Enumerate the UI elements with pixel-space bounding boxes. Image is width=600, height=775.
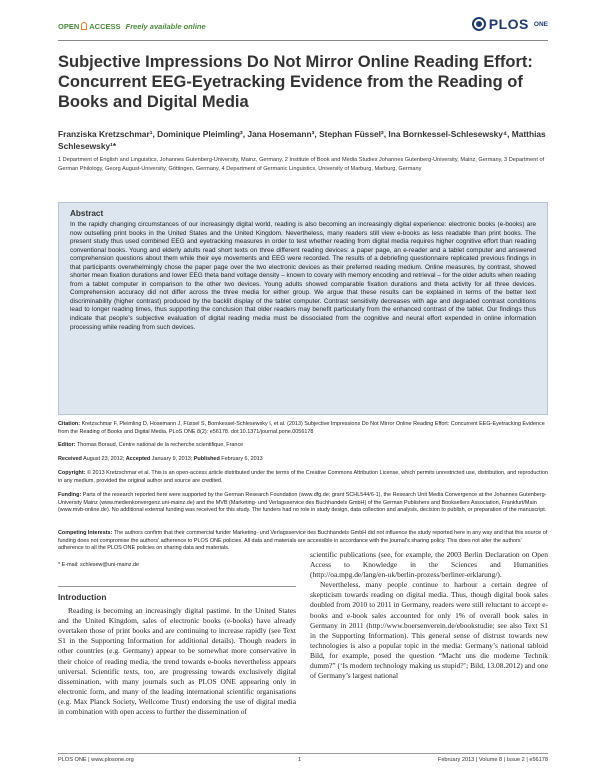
plos-one-logo: PLOS ONE — [472, 16, 548, 32]
footer-journal: PLOS ONE | www.plosone.org — [58, 757, 134, 763]
copyright: Copyright: © 2013 Kretzschmar et al. This is an open-access article distributed under the terms of the Creative Commons Attribution License, which permits unrestricted use, distribution, and reproduction in any medium, provided the original author and source are credited. — [58, 470, 548, 484]
plos-logo-icon — [472, 17, 486, 31]
article-title: Subjective Impressions Do Not Mirror Online Reading Effort: Concurrent EEG-Eyetracking Evidence from the Reading of Books and Digital Media — [58, 53, 533, 111]
open-lock-icon — [81, 22, 87, 30]
open-access-badge: OPEN ACCESS Freely available online — [58, 22, 206, 31]
left-column-divider — [58, 586, 296, 587]
footer-divider — [58, 753, 548, 754]
paragraph: Nevertheless, many people continue to harbour a certain degree of skepticism towards reading on digital media. Thus, though digital book sales doubled from 2010 to 2011 in Germany, readers were still reluctant to accept e-books and e-book sales accounted for only 1% of overall book sales in Germany in 2011 (http://www.boersenverein.de/ebookstudie; see also Text S1 in the Supporting Information). This general sense of distrust towards new technologies is also a popular topic in the media: Germany’s national tabloid Bild, for example, posed the question “Macht uns die moderne Technik dumm?” (‘Is modern technology making us stupid?’; Bild, 13.08.2012) and one of Germany’s largest national — [310, 580, 548, 681]
competing-interests: Competing Interests: The authors confirm that their commercial funder Marketing- und Verlagsservice des Buchhandels GmbH did not influence the study reported here in any way and that this source of funding does not compromise the authors’ adherence to PLOS ONE policies. All data and materials are accessible in accordance with the journal’s sharing policy. This does not alter the authors’ adherence to all the PLOS ONE policies on sharing data and materials. — [58, 530, 548, 552]
paragraph: scientific publications (see, for example, the 2003 Berlin Declaration on Open Access to Knowledge in the Sciences and Humanities (http://oa.mpg.de/lang/en-uk/berlin-prozess/berliner-erklarung/). — [310, 550, 548, 580]
abstract-heading: Abstract — [70, 209, 104, 218]
funding: Funding: Parts of the research reported here were supported by the German Research Foundation (www.dfg.de; grant SCHL544/6-1), the Research Unit Media Convergence at the Johannes Gutenberg-University Mainz (www.medienkonvergenz.uni-mainz.de) and the MVB (Marketing- und Verlagsservice des Buchhandels GmbH) of the German Publishers and Booksellers Association, Frankfurt/Main (www.mvb-online.de). No additional external funding was received for this study. The funders had no role in study design, data collection and analysis, decision to publish, or preparation of the manuscript. — [58, 492, 547, 514]
author-list: Franziska Kretzschmar¹, Dominique Pleimling², Jana Hosemann³, Stephan Füssel², Ina Bornkessel-Schlesewsky⁴, Matthias Schlesewsky¹* — [58, 129, 546, 151]
affiliations: 1 Department of English and Linguistics, Johannes Gutenberg-University, Mainz, Germany, 2 Institute of Book and Media Studies Johannes Gutenberg-University, Mainz, Germany, 3 Department of German Philology, Georg August-University, Göttingen, Germany, 4 Department of Germanic Linguistics, University of Marburg, Marburg, Germany — [58, 157, 545, 172]
footer-issue: February 2013 | Volume 8 | Issue 2 | e56178 — [437, 757, 548, 763]
abstract-box — [58, 202, 548, 415]
journal-header — [58, 12, 548, 38]
abstract-text: In the rapidly changing circumstances of our increasingly digital world, reading is also becoming an increasingly digital experience: electronic books (e-books) are now outselling print books in the United States and the United Kingdom. Nevertheless, many readers still view e-books as less readable than print books. The present study thus used combined EEG and eyetracking measures in order to test whether reading from digital media requires higher cognitive effort than reading conventional books. Young and elderly adults read short texts on three different reading devices: a paper page, an e-reader and a tablet computer and answered comprehension questions about them while their eye movements and EEG were recorded. The results of a debriefing questionnaire replicated previous findings in that participants overwhelmingly chose the paper page over the two electronic devices as their preferred reading medium. Online measures, by contrast, showed shorter mean fixation durations and lower EEG theta band voltage density – known to covary with memory encoding and retrieval – for the older adults when reading from a tablet computer in comparison to the other two devices. Young adults showed comparable fixation durations and theta activity for all three devices. Comprehension accuracy did not differ across the three media for either group. We argue that these results can be explained in terms of the better text discriminability (higher contrast) produced by the backlit display of the tablet computer. Contrast sensitivity decreases with age and degraded contrast conditions lead to longer reading times, thus supporting the conclusion that older readers may benefit particularly from the enhanced contrast of the tablet. Our findings thus indicate that people’s subjective evaluation of digital reading media must be dissociated from the cognitive and neural effort expended in online information processing while reading from such devices. — [70, 221, 536, 331]
introduction-right-column — [310, 550, 548, 681]
freely-available-label: Freely available online — [125, 22, 206, 31]
paragraph: Reading is becoming an increasingly digital pastime. In the United States and the United Kingdom, sales of electronic books (e-books) have already overtaken those of print books and are continuing to increase rapidly (see Text S1 in the Supporting Information for additional details). Though readers in other countries (e.g. Germany) appear to be somewhat more conservative in their choice of reading media, the trend towards e-books nevertheless appears universal. Scientific texts, too, are progressing towards exclusively digital dissemination, with many journals such as PLOS ONE appearing only in electronic form, and many of the leading international scientific organisations (e.g. Max Planck Society, Wellcome Trust) endorsing the use of digital media in combination with open access to further the dissemination of — [58, 606, 296, 717]
citation: Citation: Kretzschmar F, Pleimling D, Hosemann J, Füssel S, Bornkessel-Schlesewsky I, et al. (2013) Subjective Impressions Do Not Mirror Online Reading Effort: Concurrent EEG-Eyetracking Evidence from the Reading of Books and Digital Media. PLoS ONE 8(2): e56178. doi:10.1371/journal.pone.0056178 — [58, 421, 545, 435]
page-number: 1 — [298, 757, 302, 763]
header-divider — [58, 40, 548, 41]
editor: Editor: Thomas Boraud, Centre national de la recherche scientifique, France — [58, 442, 244, 448]
corresponding-email: * E-mail: schlesew@uni-mainz.de — [58, 562, 140, 568]
article-dates: Received August 23, 2012; Accepted January 9, 2013; Published February 6, 2013 — [58, 456, 263, 462]
introduction-heading: Introduction — [58, 592, 107, 602]
introduction-left-column — [58, 592, 296, 717]
